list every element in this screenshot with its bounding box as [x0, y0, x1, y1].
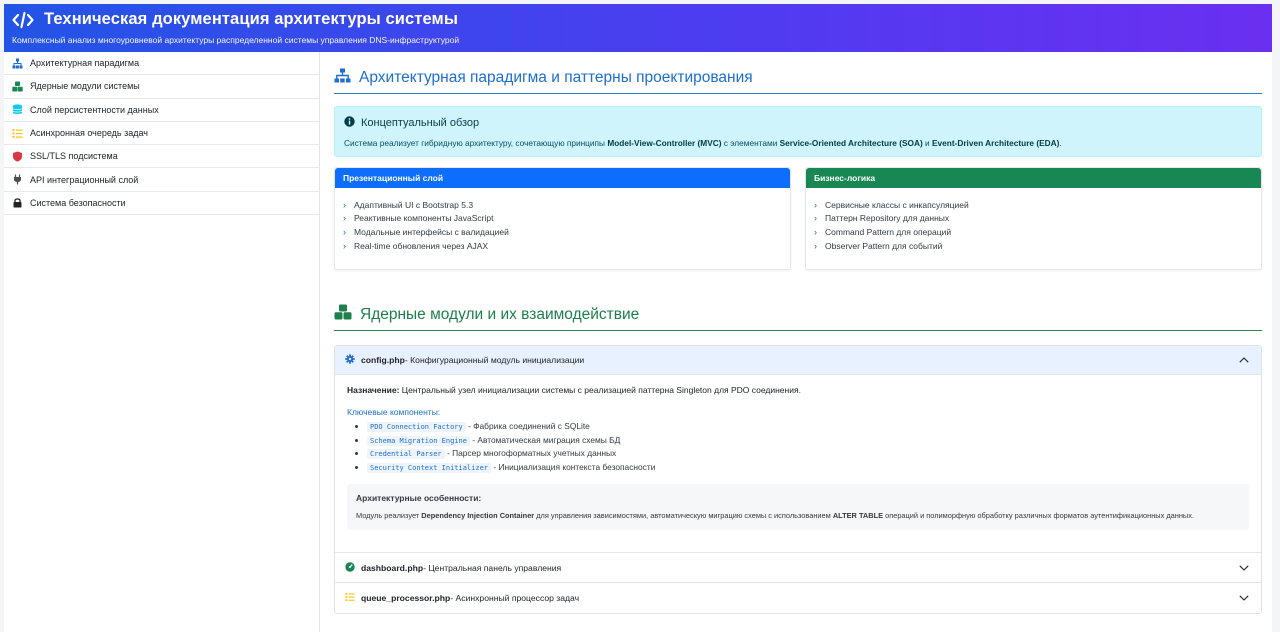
chevron-right-icon: ›: [814, 199, 817, 210]
overview-title: Концептуальный обзор: [361, 117, 480, 129]
sidebar-item-label: SSL/TLS подсистема: [30, 151, 118, 162]
lock-icon: [12, 197, 23, 208]
sidebar-item-security[interactable]: [4, 192, 319, 215]
list-item: › Real-time обновления через AJAX: [343, 240, 489, 251]
main-content: [334, 52, 1262, 632]
accordion-header-dashboard[interactable]: dashboard.php- Центральная панель управления: [335, 553, 1261, 583]
accordion-body-config: [335, 375, 1261, 553]
chevron-right-icon: ›: [814, 226, 817, 237]
tasks-icon: [12, 128, 23, 139]
card-header: Презентационный слой: [335, 168, 790, 188]
sidebar-item-api[interactable]: [4, 168, 319, 191]
tachometer-icon: [345, 562, 355, 574]
list-item: • Schema Migration Engine - Автоматическая миграция схемы БД: [367, 435, 1249, 449]
database-icon: [12, 104, 23, 115]
chevron-right-icon: ›: [814, 213, 817, 224]
page-subtitle: Комплексный анализ многоуровневой архитектуры распределенной системы управления DNS-инфраструктурой: [12, 35, 460, 45]
sidebar-item-label: Архитектурная парадигма: [30, 58, 140, 69]
sitemap-icon: [12, 58, 23, 69]
code-icon: [12, 11, 34, 29]
accordion-header-queue[interactable]: queue_processor.php- Асинхронный процессор задач: [335, 583, 1261, 613]
presentation-layer-card: [334, 167, 791, 270]
sidebar-item-label: Ядерные модули системы: [30, 81, 140, 92]
chevron-right-icon: ›: [343, 226, 346, 237]
info-icon: [344, 116, 355, 130]
arch-title: Архитектурные особенности:: [356, 493, 482, 504]
list-item: › Паттерн Repository для данных: [814, 213, 950, 224]
page-header: [4, 4, 1272, 52]
architecture-notes: [347, 484, 1249, 530]
card-header: Бизнес-логика: [806, 168, 1261, 188]
chevron-down-icon: [1239, 593, 1249, 603]
chevron-down-icon: [1239, 563, 1249, 573]
section-modules-heading: [334, 304, 1262, 331]
sidebar-item-label: Система безопасности: [30, 197, 126, 208]
sidebar-item-label: API интеграционный слой: [30, 174, 139, 185]
sidebar-item-core-modules[interactable]: [4, 75, 319, 98]
page-title: Техническая документация архитектуры системы: [44, 10, 459, 28]
sidebar: [4, 52, 320, 632]
modules-accordion: [334, 345, 1262, 614]
sidebar-item-persistence[interactable]: [4, 99, 319, 122]
list-item: › Observer Pattern для событий: [814, 240, 943, 251]
list-item: • Credential Parser - Парсер многоформатных учетных данных: [367, 448, 1249, 462]
app-frame: [4, 4, 1272, 632]
accordion-header-config[interactable]: config.php- Конфигурационный модуль инициализации: [335, 346, 1261, 375]
chevron-right-icon: ›: [343, 213, 346, 224]
list-item: › Модальные интерфейсы с валидацией: [343, 226, 509, 237]
key-components-label: Ключевые компоненты:: [347, 407, 441, 417]
section-title: Архитектурная парадигма и паттерны проектирования: [359, 69, 753, 86]
list-item: › Адаптивный UI с Bootstrap 5.3: [343, 199, 474, 210]
list-item: • Security Context Initializer - Инициализация контекста безопасности: [367, 462, 1249, 476]
section-title: Ядерные модули и их взаимодействие: [360, 305, 640, 323]
layer-cards: [334, 167, 1262, 270]
list-item: • PDO Connection Factory - Фабрика соединений с SQLite: [367, 421, 1249, 435]
chevron-right-icon: ›: [343, 199, 346, 210]
arch-text: Модуль реализует Dependency Injection Container для управления зависимостями, автоматическую миграцию схемы с использованием ALTER TABLE операций и полиморфную обработку различных форматов аутентификационных данных.: [356, 511, 1194, 521]
cubes-icon: [334, 304, 352, 325]
purpose-text: Назначение: Центральный узел инициализации системы с реализацией паттерна Singleton для PDO соединения.: [347, 385, 801, 395]
sidebar-item-async-queue[interactable]: [4, 122, 319, 145]
list-item: › Command Pattern для операций: [814, 226, 952, 237]
plug-icon: [12, 174, 23, 185]
cog-icon: [345, 354, 355, 366]
sidebar-item-label: Асинхронная очередь задач: [30, 128, 148, 139]
chevron-right-icon: ›: [343, 240, 346, 251]
chevron-right-icon: ›: [814, 240, 817, 251]
business-logic-card: [805, 167, 1262, 270]
shield-icon: [12, 151, 23, 162]
sidebar-item-label: Слой персистентности данных: [30, 104, 159, 115]
cubes-icon: [12, 81, 23, 92]
sidebar-item-architecture[interactable]: [4, 52, 319, 75]
tasks-icon: [345, 592, 355, 604]
sitemap-icon: [334, 68, 351, 88]
chevron-up-icon: [1239, 355, 1249, 365]
sidebar-item-ssl[interactable]: [4, 145, 319, 168]
list-item: › Сервисные классы с инкапсуляцией: [814, 199, 969, 210]
concept-overview-alert: [334, 106, 1262, 157]
list-item: › Реактивные компоненты JavaScript: [343, 213, 494, 224]
overview-text: Система реализует гибридную архитектуру, сочетающую принципы Model-View-Controller (MVC) с элементами Service-Oriented Architecture (SOA) и Event-Driven Architecture (EDA).: [344, 138, 1062, 148]
section-architecture-heading: [334, 68, 1262, 94]
